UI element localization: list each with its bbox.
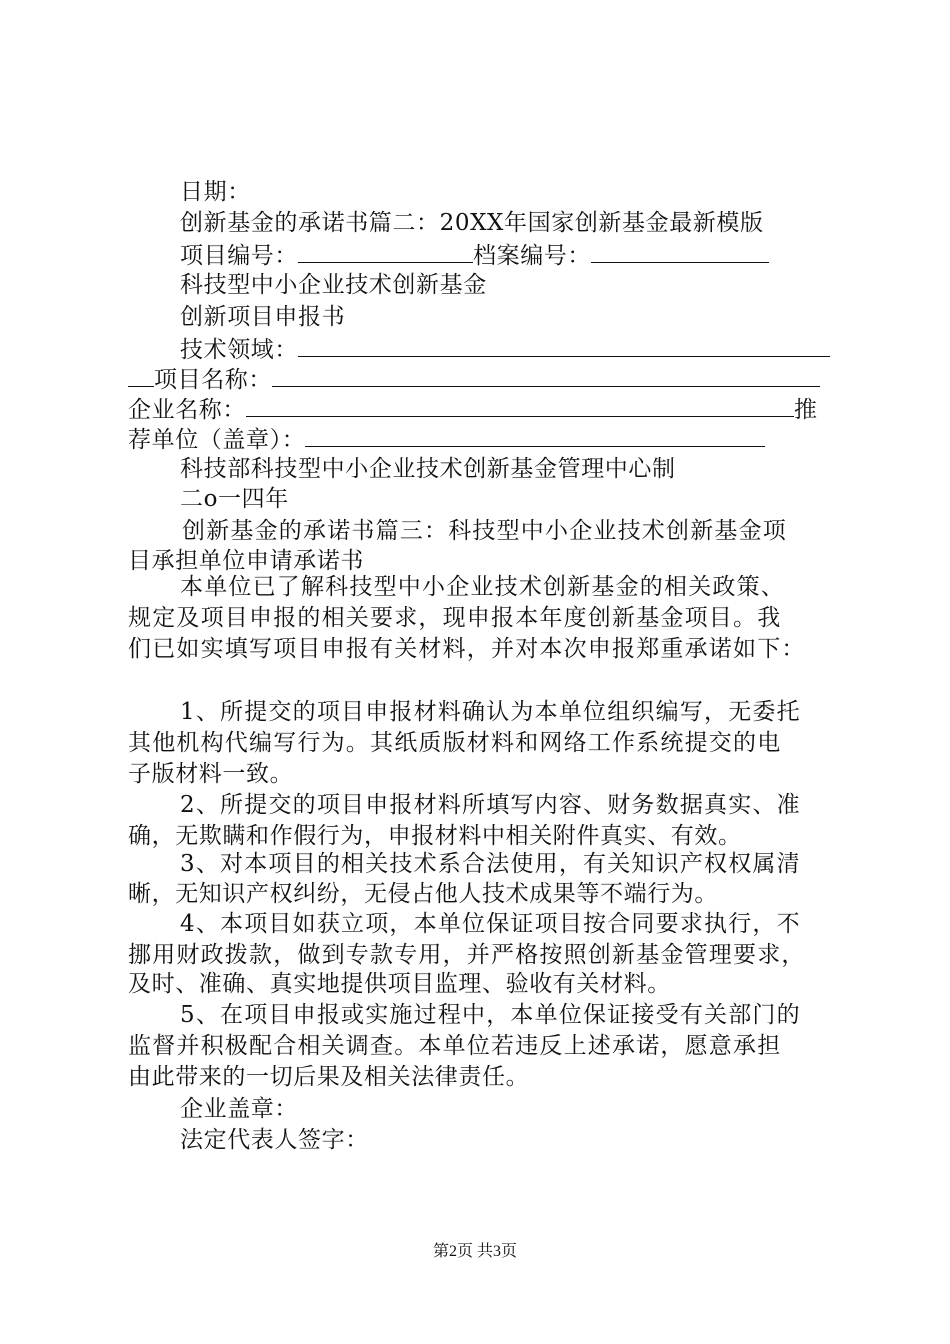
intro-line-2: 规定及项目申报的相关要求，现申报本年度创新基金项目。我 [128,605,782,631]
intro-line-3: 们已如实填写项目申报有关材料，并对本次申报郑重承诺如下： [128,636,806,662]
project-name-blank [272,364,820,387]
pledge-2-line-1: 2、所提交的项目申报材料所填写内容、财务数据真实、准 [180,792,801,818]
section-title-2: 创新基金的承诺书篇二：20XX年国家创新基金最新模版 [180,210,764,236]
section-title-3-line1: 创新基金的承诺书篇三：科技型中小企业技术创新基金项 [182,518,787,544]
pledge-5-line-1: 5、在项目申报或实施过程中，本单位保证接受有关部门的 [180,1002,801,1028]
section-title-3-line2: 目承担单位申请承诺书 [128,548,364,574]
pledge-1-line-2: 其他机构代编写行为。其纸质版材料和网络工作系统提交的电 [128,730,782,756]
project-number-row [180,240,769,271]
recommend-unit-row [128,424,765,455]
date-label: 日期： [180,179,251,205]
pledge-5-line-3: 由此带来的一切后果及相关法律责任。 [128,1064,530,1090]
project-name-row [128,364,820,395]
pledge-3-line-2: 晰，无知识产权纠纷，无侵占他人技术成果等不端行为。 [128,881,718,907]
pledge-4-line-2: 挪用财政拨款，做到专款专用，并严格按照创新基金管理要求， [128,942,806,968]
project-number-blank [298,240,473,263]
project-name-lead-blank [128,364,154,387]
company-seal-label: 企业盖章： [180,1096,298,1122]
pledge-2-line-2: 确，无欺瞒和作假行为，申报材料中相关附件真实、有效。 [128,823,742,849]
tech-field-blank [298,334,830,357]
year: 二o一四年 [180,486,289,512]
project-name-label: 项目名称： [154,367,272,393]
pledge-1-line-3: 子版材料一致。 [128,761,294,787]
company-name-blank [246,394,794,417]
pledge-4-line-3: 及时、准确、真实地提供项目监理、验收有关材料。 [128,971,671,997]
page-footer: 第2页 共3页 [432,1243,517,1260]
pledge-4-line-1: 4、本项目如获立项，本单位保证项目按合同要求执行，不 [180,911,801,937]
company-name-label: 企业名称： [128,397,246,423]
recommend-unit-blank [305,424,765,447]
tech-field-row [180,334,830,365]
report-title: 创新项目申报书 [180,304,346,330]
fund-name: 科技型中小企业技术创新基金 [180,272,487,298]
issuer: 科技部科技型中小企业技术创新基金管理中心制 [180,456,676,482]
tech-field-label: 技术领域： [180,337,298,363]
pledge-5-line-2: 监督并积极配合相关调查。本单位若违反上述承诺，愿意承担 [128,1033,782,1059]
pledge-1-line-1: 1、所提交的项目申报材料确认为本单位组织编写，无委托 [180,699,801,725]
legal-rep-signature-label: 法定代表人签字： [180,1127,369,1153]
archive-number-label: 档案编号： [473,243,591,269]
recommend-unit-label: 荐单位（盖章）： [128,427,306,453]
pledge-3-line-1: 3、对本项目的相关技术系合法使用，有关知识产权权属清 [180,851,801,877]
recommend-unit-part1: 推 [794,397,818,423]
archive-number-blank [591,240,769,263]
intro-line-1: 本单位已了解科技型中小企业技术创新基金的相关政策、 [180,574,785,600]
project-number-label: 项目编号： [180,243,298,269]
company-name-row [128,394,818,425]
